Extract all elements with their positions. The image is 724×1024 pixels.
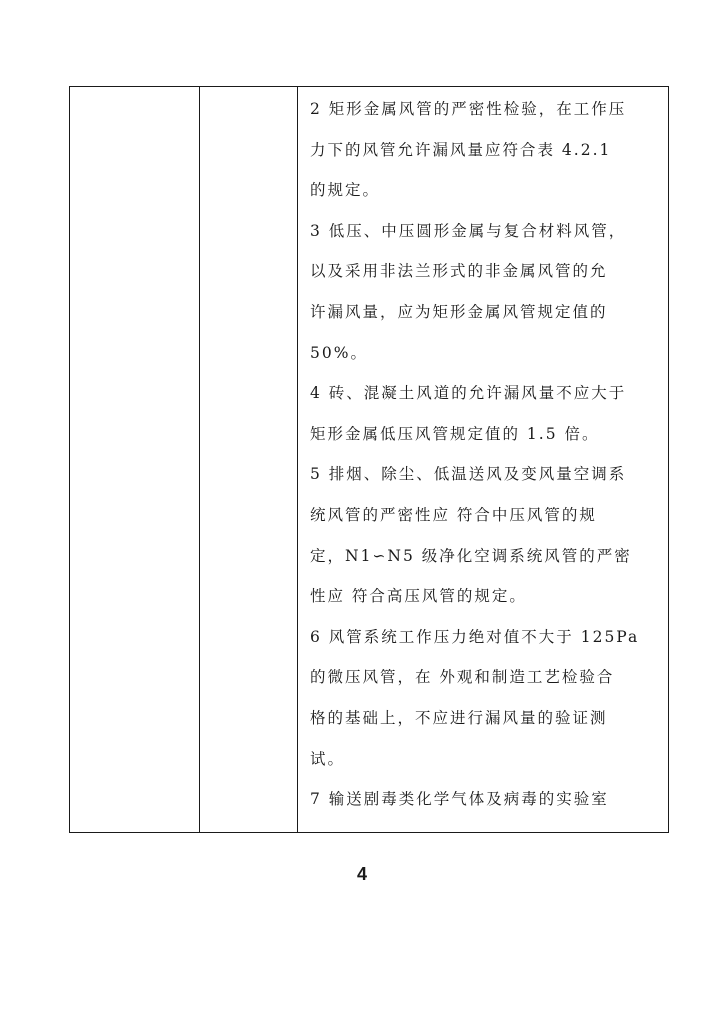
text-line: 6 风管系统工作压力绝对值不大于 125Pa — [310, 627, 640, 646]
text-line: 50%。 — [310, 343, 368, 362]
text-line: 3 低压、中压圆形金属与复合材料风管， — [310, 221, 627, 240]
text-line: 定，N1∽N5 级净化空调系统风管的严密 — [310, 546, 632, 565]
text-line: 力下的风管允许漏风量应符合表 4.2.1 — [310, 140, 612, 159]
text-line: 的微压风管，在 外观和制造工艺检验合 — [310, 668, 615, 687]
text-line: 统风管的严密性应 符合中压风管的规 — [310, 505, 597, 524]
text-line: 以及采用非法兰形式的非金属风管的允 — [310, 262, 608, 281]
table-text-cell — [310, 87, 662, 820]
document-table — [69, 86, 669, 833]
text-line: 矩形金属低压风管规定值的 1.5 倍。 — [310, 424, 600, 443]
text-line: 试。 — [310, 749, 346, 768]
text-line: 7 输送剧毒类化学气体及病毒的实验室 — [310, 790, 609, 809]
table-column-divider-1 — [199, 87, 200, 832]
text-line: 许漏风量，应为矩形金属风管规定值的 — [310, 302, 608, 321]
table-column-divider-2 — [297, 87, 298, 832]
text-line: 格的基础上，不应进行漏风量的验证测 — [310, 708, 608, 727]
text-line: 5 排烟、除尘、低温送风及变风量空调系 — [310, 465, 627, 484]
text-line: 性应 符合高压风管的规定。 — [310, 587, 527, 606]
text-line: 2 矩形金属风管的严密性检验，在工作压 — [310, 100, 627, 118]
text-line: 4 砖、混凝土风道的允许漏风量不应大于 — [310, 384, 627, 403]
text-line: 的规定。 — [310, 181, 381, 200]
page-number: 4 — [356, 864, 367, 884]
